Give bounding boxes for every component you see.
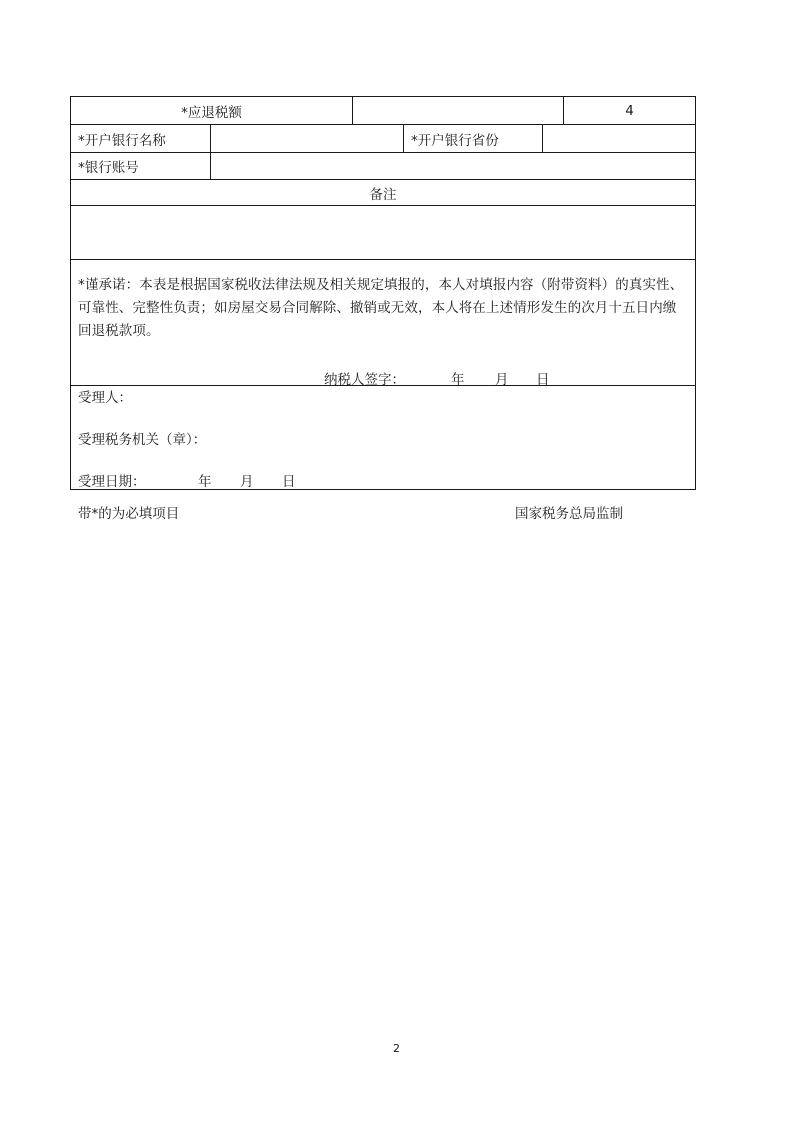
refund-form-table	[70, 96, 696, 490]
refund-amount-label: *应退税额	[181, 104, 242, 121]
remarks-label: 备注	[369, 186, 397, 203]
tax-authority-label: 受理税务机关（章）：	[78, 432, 207, 448]
sign-day-label: 日	[536, 372, 550, 388]
accept-date-label: 受理日期：	[78, 474, 146, 490]
pledge-text: *谨承诺：本表是根据国家税收法律法规及相关规定填报的，本人对填报内容（附带资料）的真实性、可靠性、完整性负责；如房屋交易合同解除、撤销或无效，本人将在上述情形发生的次月十五日内缴回退税款项。	[78, 277, 684, 339]
sign-month-label: 月	[495, 372, 509, 388]
bank-account-row	[71, 153, 695, 180]
acceptance-section	[71, 386, 695, 491]
bank-province-field[interactable]	[542, 125, 695, 152]
accept-year-label: 年	[198, 474, 212, 490]
bank-name-label: *开户银行名称	[78, 132, 166, 149]
supervisor-note: 国家税务总局监制	[515, 506, 623, 522]
bank-account-label: *银行账号	[78, 160, 139, 176]
sign-year-label: 年	[451, 372, 465, 388]
accept-day-label: 日	[282, 474, 296, 490]
remarks-header-row	[71, 180, 695, 206]
page-number: 2	[393, 1042, 400, 1055]
bank-name-field[interactable]	[210, 125, 403, 152]
remarks-field[interactable]	[71, 206, 695, 259]
required-field-note: 带*的为必填项目	[78, 506, 180, 522]
pledge-section	[71, 260, 695, 386]
taxpayer-signature-label: 纳税人签字：	[324, 372, 405, 388]
accept-month-label: 月	[240, 474, 254, 490]
bank-info-row	[71, 125, 695, 153]
refund-amount-row	[71, 97, 695, 125]
refund-amount-field[interactable]	[352, 97, 563, 124]
bank-account-field[interactable]	[210, 153, 695, 179]
bank-province-label: *开户银行省份	[403, 125, 542, 152]
acceptor-label: 受理人：	[78, 390, 132, 406]
refund-row-index: 4	[563, 97, 695, 124]
remarks-content-row	[71, 206, 695, 260]
